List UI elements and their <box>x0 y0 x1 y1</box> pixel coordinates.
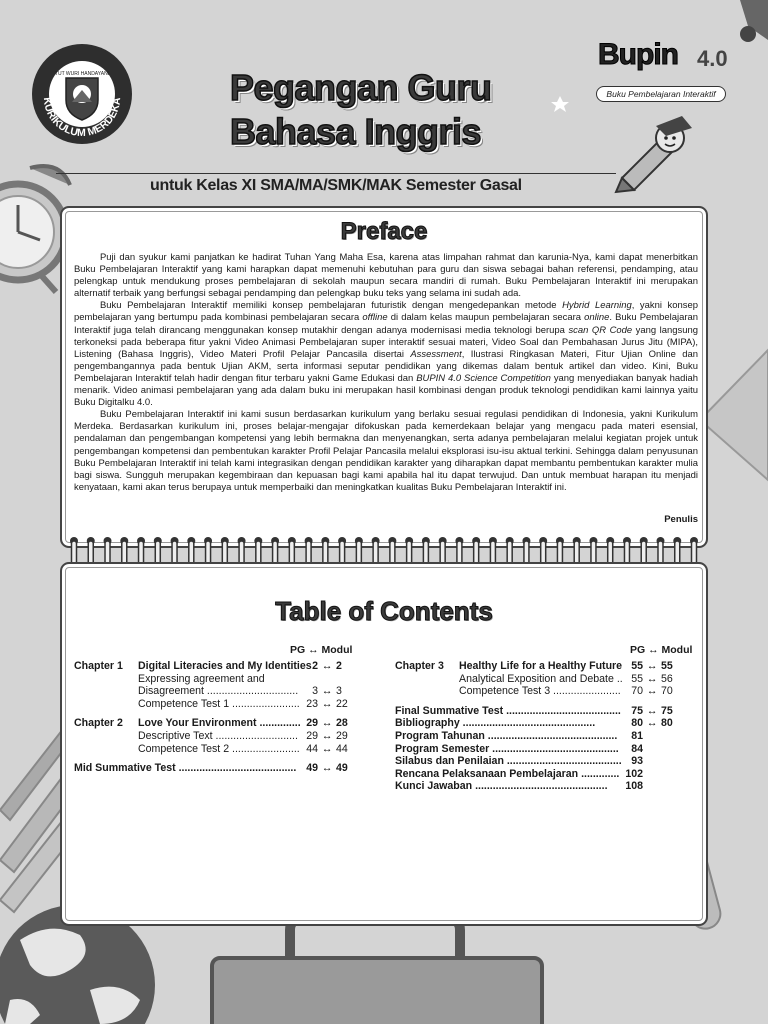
toc-entry[interactable] <box>395 705 697 718</box>
toc-entry-title: Expressing agreement and <box>138 672 265 685</box>
toc-entry[interactable] <box>395 780 697 793</box>
toc-page-number: 44 <box>306 742 318 755</box>
kurikulum-merdeka-logo <box>30 42 134 146</box>
toc-arrow-icon: ↔ <box>321 685 333 698</box>
toc-page-number: 108 <box>625 780 643 793</box>
toc-entry-title: Descriptive Text ............................ <box>138 729 298 742</box>
toc-entry-title: Healthy Life for a Healthy Future <box>459 660 623 672</box>
star-icon <box>551 96 569 112</box>
brand-tagline: Buku Pembelajaran Interaktif <box>596 86 726 102</box>
toc-page-number: 23 <box>306 697 318 710</box>
toc-entry[interactable] <box>395 660 697 673</box>
toc-module-number: 56 <box>661 672 673 685</box>
toc-page-number: 81 <box>631 729 643 742</box>
toc-chapter-label: Chapter 2 <box>74 717 123 730</box>
toc-entry[interactable] <box>395 768 697 781</box>
toc-entry[interactable] <box>74 673 366 686</box>
toc-entry-title: Bibliography ............................................. <box>395 717 596 730</box>
logo-inner-text: TUT WURI HANDAYANI <box>54 71 110 77</box>
toc-entry-title: Rencana Pelaksanaan Pembelajaran ............. <box>395 767 620 780</box>
preface-author: Penulis <box>664 514 698 525</box>
preface-paragraph-1: Puji dan syukur kami panjatkan ke hadirat Tuhan Yang Maha Esa, karena atas limpahan rahmat dan karunia-Nya, kami dapat menerbitkan Buku Pembelajaran Interaktif yang kami harapkan dapat memenuhi kebutuhan para guru dan siswa sebagai bahan referensi, pendamping, atau pelengkap untuk mendukung proses pembelajaran di sekolah maupun secara mandiri di rumah. Buku Pembelajaran Interaktif ini merupakan alternatif terbaik yang berfungsi sebagai pendamping dan pelengkap buku teks yang selama ini sudah ada. <box>74 252 698 300</box>
toc-right-column <box>395 660 697 793</box>
toc-page-number: 84 <box>631 742 643 755</box>
page-subtitle: untuk Kelas XI SMA/MA/SMK/MAK Semester Gasal <box>150 177 522 194</box>
toc-module-number: 55 <box>661 660 673 672</box>
toc-module-number: 75 <box>661 704 673 717</box>
toc-module-number: 44 <box>336 742 348 755</box>
toc-entry-title: Final Summative Test ....................................... <box>395 704 621 717</box>
toc-entry-title: Mid Summative Test ........................................ <box>74 762 297 775</box>
toc-module-number: 2 <box>336 660 342 672</box>
toc-spacer <box>395 698 697 705</box>
toc-page-number: 80 <box>631 717 643 730</box>
toc-arrow-icon: ↔ <box>646 704 658 717</box>
toc-left-column-header: PG ↔ Modul <box>290 644 353 656</box>
toc-card <box>60 562 708 926</box>
toc-entry-title: Disagreement ............................... <box>138 685 299 698</box>
toc-spacer <box>74 710 366 717</box>
toc-arrow-icon: ↔ <box>321 762 333 775</box>
toc-left-column <box>74 660 366 775</box>
toc-entry[interactable] <box>395 730 697 743</box>
toc-entry[interactable] <box>74 698 366 711</box>
toc-page-number: 29 <box>306 717 318 730</box>
toc-right-column-header: PG ↔ Modul <box>630 644 693 656</box>
toc-module-number: 22 <box>336 697 348 710</box>
preface-paragraph-3: Buku Pembelajaran Interaktif ini kami susun berdasarkan kurikulum yang berlaku sesuai regulasi pendidikan di Indonesia, yakni Kurikulum Merdeka. Berdasarkan kurikulum ini, proses belajar-mengajar difokuskan pada kemerdekaan belajar yang mengacu pada materi esensial, pendalaman dan pengembangan kompetensi yang lebih bermakna dan menyenangkan, serta adanya pembelajaran melalui kegiatan projek untuk pengembangan kompetensi dan pembentukan karakter Profil Pelajar Pancasila melalui eksplorasi isu-isu aktual terkini. Sehingga dalam penyusunan Buku Pembelajaran Interaktif ini telah kami integrasikan dengan pendidikan karakter yang diharapkan dapat membantu pembentukan karakter mulia bagi siswa. Sungguh merupakan kegembiraan dan kepuasan bagi kami apabila hal itu dapat terwujud. Dan untuk membuat harapan itu menjadi kenyataan, kami akan terus berupaya untuk memperbaiki dan meningkatkan kualitas Buku Pembelajaran Interaktif ini. <box>74 409 698 493</box>
preface-heading: Preface <box>340 218 428 245</box>
toc-entry-title: Competence Test 3 ....................... <box>459 685 621 698</box>
toc-page-number: 55 <box>631 660 643 672</box>
toc-entry-title: Digital Literacies and My Identities <box>138 660 312 672</box>
preface-body <box>74 252 698 494</box>
toc-entry-title: Kunci Jawaban ............................................. <box>395 780 608 793</box>
toc-entry[interactable] <box>74 762 366 775</box>
toc-entry-title: Competence Test 2 ....................... <box>138 742 300 755</box>
pushpin-icon <box>740 0 768 42</box>
toc-page-number: 3 <box>312 685 318 698</box>
toc-entry-title: Program Semester ........................................... <box>395 742 619 755</box>
toc-page-number: 102 <box>625 767 643 780</box>
toc-arrow-icon: ↔ <box>646 685 658 698</box>
page-title <box>230 66 492 154</box>
subtitle-divider <box>56 173 616 174</box>
toc-entry-title: Love Your Environment .............. <box>138 717 301 730</box>
toc-arrow-icon: ↔ <box>321 729 333 742</box>
toc-page-number: 93 <box>631 755 643 768</box>
toc-module-number: 80 <box>661 717 673 730</box>
toc-entry-title: Analytical Exposition and Debate .. <box>459 672 623 685</box>
toc-entry[interactable] <box>395 717 697 730</box>
toc-page-number: 29 <box>306 729 318 742</box>
toc-entry[interactable] <box>395 755 697 768</box>
toc-page-number: 75 <box>631 704 643 717</box>
toc-arrow-icon: ↔ <box>646 672 658 685</box>
toc-arrow-icon: ↔ <box>321 717 333 730</box>
toc-spacer <box>74 755 366 762</box>
toc-module-number: 70 <box>661 685 673 698</box>
toc-entry[interactable] <box>395 673 697 686</box>
toc-page-number: 70 <box>631 685 643 698</box>
toc-entry-title: Competence Test 1 ....................... <box>138 697 300 710</box>
toc-entry[interactable] <box>74 685 366 698</box>
toc-entry[interactable] <box>74 717 366 730</box>
toc-entry[interactable] <box>395 743 697 756</box>
toc-page-number: 55 <box>631 672 643 685</box>
title-line-2: Bahasa Inggris <box>230 111 482 152</box>
brand-version: 4.0 <box>697 46 728 71</box>
toc-entry-title: Program Tahunan ............................................ <box>395 729 618 742</box>
toc-entry[interactable] <box>74 730 366 743</box>
toc-arrow-icon: ↔ <box>646 717 658 730</box>
ruler-icon <box>700 350 768 480</box>
toc-heading: Table of Contents <box>275 596 493 626</box>
toc-module-number: 29 <box>336 729 348 742</box>
toc-module-number: 3 <box>336 685 342 698</box>
preface-paragraph-2: Buku Pembelajaran Interaktif memiliki konsep pembelajaran futuristik dengan mengedepankan metode Hybrid Learning, yakni konsep pembelajaran yang bertumpu pada kombinasi pembelajaran secara offline di dalam kelas maupun pembelajaran secara online. Buku Pembelajaran Interaktif juga telah dirancang menggunakan konsep mutakhir dengan adanya modernisasi media teknologi berupa scan QR Code yang langsung terkoneksi pada beberapa fitur yakni Video Animasi Pembelajaran super interaktif sesuai materi, Video Soal dan Pembahasan Jurus Jitu (MIPA), Listening (Bahasa Inggris), Video Materi Profil Pelajar Pancasila disertai Assessment, Ilustrasi Ringkasan Materi, Fitur Ujian Online dan pengembangannya pada bentuk Ujian AKM, serta informasi seputar pendidikan yang dikemas dalam bentuk artikel dan video. Kini, Buku Pembelajaran Interaktif telah hadir dengan fitur terbaru yakni Game Edukasi dan BUPIN 4.0 Science Competition yang menyediakan banyak hadiah menarik. Video animasi pembelajaran yang ada dalam buku ini merupakan hasil kombinasi dengan produk teknologi pendidikan kami lainnya yaitu Buku Digitalku 4.0. <box>74 300 698 409</box>
brand-logo: Bupin <box>598 38 678 71</box>
toc-page-number: 49 <box>306 762 318 775</box>
toc-module-number: 49 <box>336 762 348 775</box>
toc-entry-title: Silabus dan Penilaian ....................................... <box>395 755 622 768</box>
toc-chapter-label: Chapter 3 <box>395 660 444 672</box>
toc-arrow-icon: ↔ <box>646 660 658 672</box>
toc-arrow-icon: ↔ <box>321 742 333 755</box>
toc-entry[interactable] <box>74 743 366 756</box>
toc-arrow-icon: ↔ <box>321 660 333 672</box>
toc-entry[interactable] <box>74 660 366 673</box>
toc-entry[interactable] <box>395 685 697 698</box>
toc-arrow-icon: ↔ <box>321 697 333 710</box>
briefcase-icon <box>212 920 542 1024</box>
title-line-1: Pegangan Guru <box>230 67 492 108</box>
toc-chapter-label: Chapter 1 <box>74 660 123 672</box>
toc-module-number: 28 <box>336 717 348 730</box>
toc-page-number: 2 <box>312 660 318 672</box>
logo-ring-text: KURIKULUM MERDEKA <box>40 96 124 140</box>
preface-card <box>60 206 708 548</box>
pencil-mascot-icon <box>612 108 702 188</box>
